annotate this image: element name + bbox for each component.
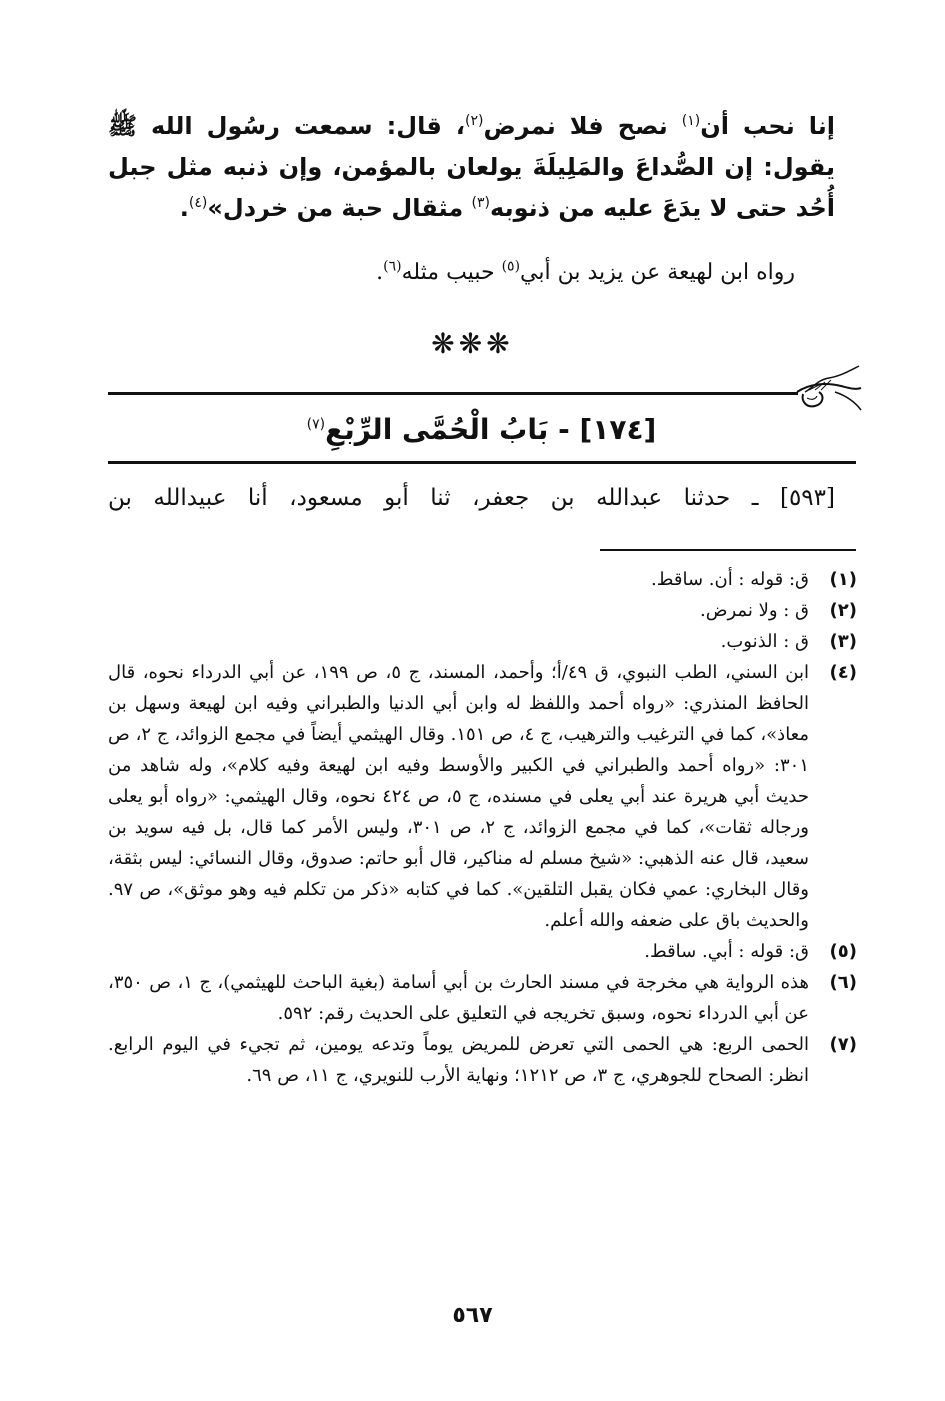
footnote-text: هذه الرواية هي مخرجة في مسند الحارث بن أبي أسامة (بغية الباحث للهيثمي)، ج ١، ص ٣٥٠، عن أبي الدرداء نحوه، وسبق تخريجه في التعليق على الحديث رقم: ٥٩٢. xyxy=(108,972,809,1024)
footnote-text: ابن السني، الطب النبوي، ق ٤٩/أ؛ وأحمد، المسند، ج ٥، ص ١٩٩، عن أبي الدرداء نحوه، قال الحافظ المنذري: «رواه أحمد واللفظ له وابن أبي الدنيا والطبراني وفيه ابن لهيعة وسهل بن معاذ»، كما في الترغيب والترهيب، ج ٤، ص ١٥١. وقال الهيثمي أيضاً في مجمع الزوائد، ج ٢، ص ٣٠١: «رواه أحمد والطبراني في الكبير والأوسط وفيه ابن لهيعة وفيه كلام»، وله شاهد من حديث أبي هريرة عند أبي يعلى في مسنده، ج ٥، ص ٤٢٤ نحوه، وقال الهيثمي: «رواه أبو يعلى ورجاله ثقات»، كما في مجمع الزوائد، ج ٢، ص ٣٠١، وليس الأمر كما قال، بل فيه سويد بن سعيد، قال عنه الذهبي: «شيخ مسلم له مناكير، قال أبو حاتم: صدوق، وقال النسائي: ليس بثقة، وقال البخاري: عمي فكان يقبل التلقين». كما في كتابه «ذكر من تكلم فيه وهو موثق»، ص ٩٧. والحديث باق على ضعفه والله أعلم. xyxy=(108,662,810,931)
text-segment: . xyxy=(376,260,384,285)
chapter-rule-top xyxy=(108,392,798,395)
footnote-item xyxy=(108,564,857,595)
footnote-text: الحمى الربع: هي الحمى التي تعرض للمريض يوماً وتدعه يومين، ثم تجيء في اليوم الرابع. انظر: الصحاح للجوهري، ج ٣، ص ١٢١٢؛ ونهاية الأرب للنويري، ج ١١، ص ٦٩. xyxy=(108,1034,809,1086)
section-separator: ❋❋❋ xyxy=(431,327,514,360)
footnote-ref[interactable]: (٢) xyxy=(464,113,484,129)
footnote-item xyxy=(108,595,857,626)
hadith-continuation-paragraph xyxy=(108,106,835,229)
text-segment: . xyxy=(179,194,189,222)
footnote-number: (٢) xyxy=(829,600,857,621)
footnote-text: ق: قوله : أن. ساقط. xyxy=(651,569,809,590)
footnote-text: ق : الذنوب. xyxy=(720,631,809,652)
chapter-rule-bottom xyxy=(108,461,856,464)
chapter-heading xyxy=(108,408,855,452)
footnote-number: (٤) xyxy=(829,662,857,683)
page-number: ٥٦٧ xyxy=(452,1303,493,1328)
footnote-text: ق : ولا نمرض. xyxy=(700,600,809,621)
footnote-number: (٣) xyxy=(829,631,857,652)
footnote-item xyxy=(108,967,857,1029)
text-segment: نصح فلا نمرض xyxy=(483,112,682,140)
footnote-ref[interactable]: (٣) xyxy=(471,195,491,211)
footnote-item xyxy=(108,657,857,936)
footnote-ref[interactable]: (٥) xyxy=(501,258,521,275)
footnote-ref[interactable]: (٤) xyxy=(188,195,208,211)
quill-hand-ornament-icon xyxy=(795,362,863,414)
hadith-start-line: [٥٩٣] ـ حدثنا عبدالله بن جعفر، ثنا أبو مسعود، أنا عبيدالله بن xyxy=(108,485,835,511)
footnote-ref[interactable]: (٧) xyxy=(306,416,326,433)
text-segment: حبيب مثله xyxy=(401,260,502,285)
footnote-item xyxy=(108,936,857,967)
text-segment: مثقال حبة من خردل» xyxy=(207,194,472,222)
narration-line xyxy=(108,255,795,291)
footnote-ref[interactable]: (٦) xyxy=(383,258,402,275)
text-segment: رواه ابن لهيعة عن يزيد بن أبي xyxy=(520,260,795,285)
footnote-text: ق: قوله : أبي. ساقط. xyxy=(644,941,809,962)
chapter-title: [١٧٤] - بَابُ الْحُمَّى الرِّبْعِ xyxy=(325,413,657,446)
footnote-number: (٥) xyxy=(829,941,857,962)
footnote-separator-rule xyxy=(600,549,856,551)
footnote-number: (٧) xyxy=(829,1034,857,1055)
footnote-item xyxy=(108,1029,857,1091)
footnotes-list xyxy=(108,564,857,1091)
footnote-item xyxy=(108,626,857,657)
text-segment: إنا نحب أن xyxy=(700,112,836,140)
footnote-number: (١) xyxy=(829,569,857,590)
text-segment: ، قال: سمعت رسُول الله ﷺ يقول: إن الصُّداعَ والمَلِيلَةَ يولعان بالمؤمن، وإن ذنبه مثل جبل أُحُد حتى لا يدَعَ عليه من ذنوبه xyxy=(108,112,835,222)
footnote-number: (٦) xyxy=(829,972,857,993)
footnote-ref[interactable]: (١) xyxy=(681,113,701,129)
